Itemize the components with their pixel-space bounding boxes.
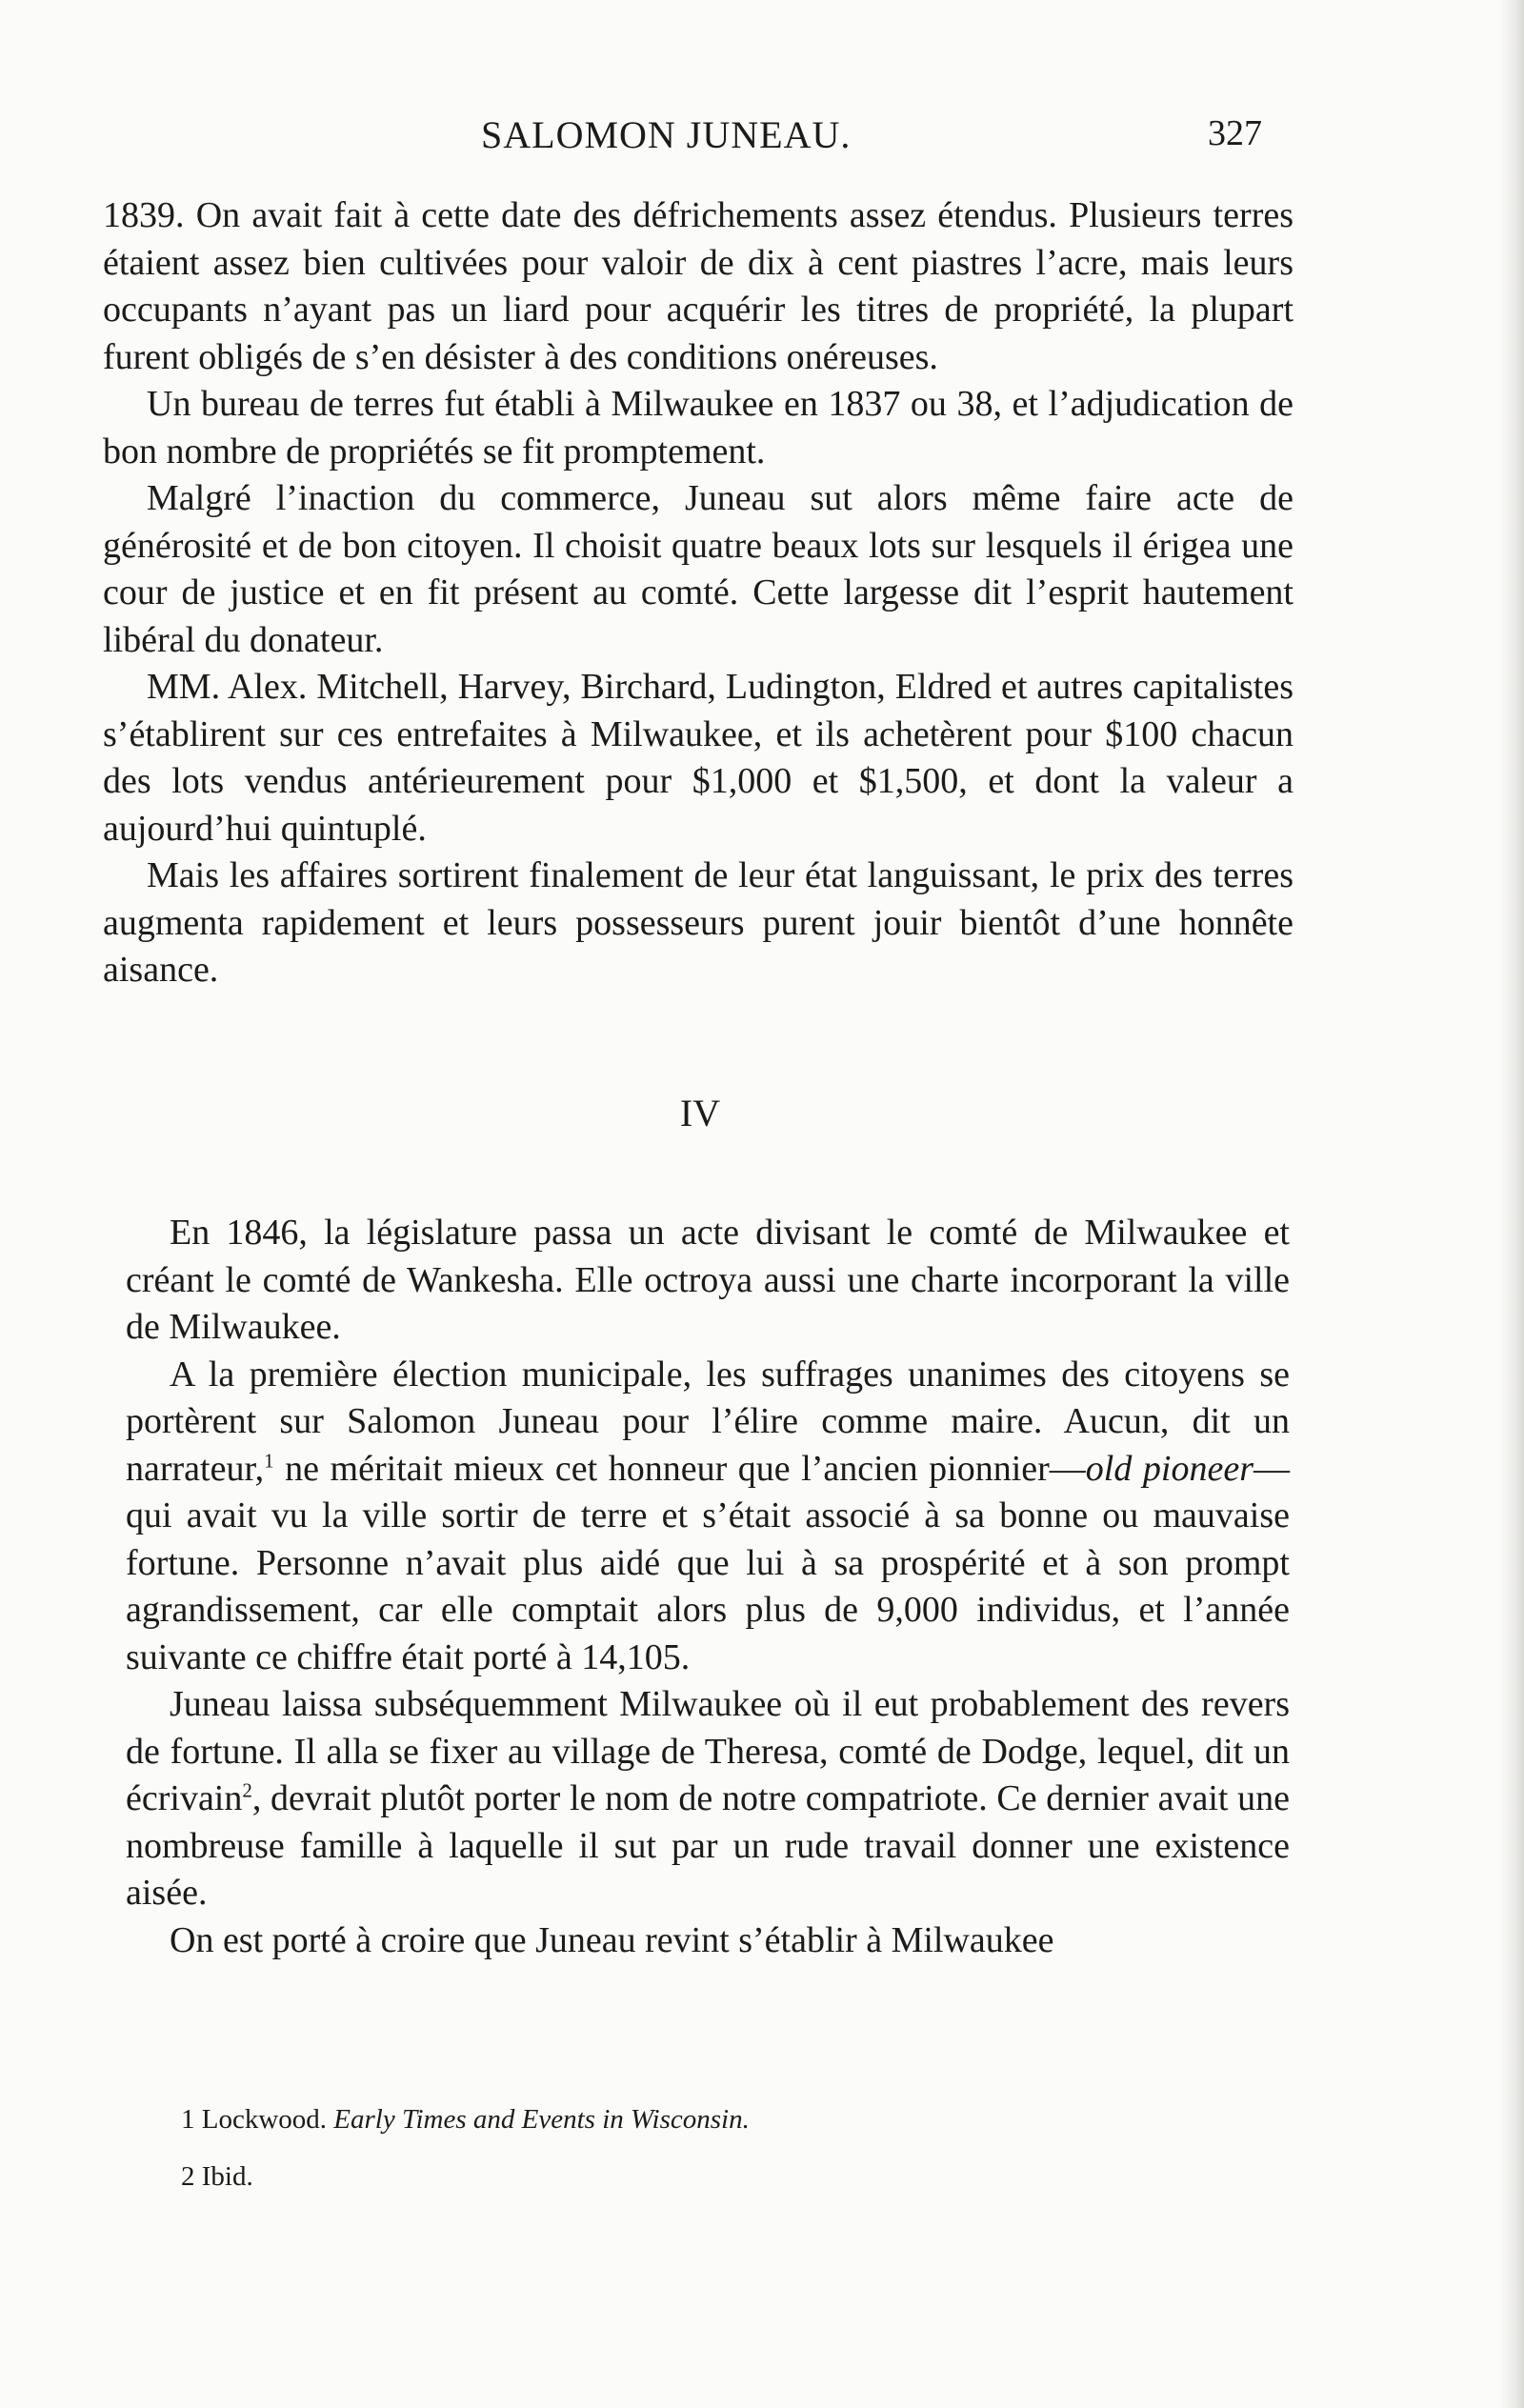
footnote-title: Early Times and Events in Wisconsin. (333, 2104, 750, 2135)
footnote-text: Ibid. (201, 2161, 253, 2192)
text-run: , devrait plutôt porter le nom de notre compatriote. Ce dernier avait une nombreuse famille à laquelle il sut par un rude travail donner une existence aisée. (126, 1778, 1290, 1913)
paragraph: Un bureau de terres fut établi à Milwaukee en 1837 ou 38, et l’adjudication de bon nombre de propriétés se fit promptement. (103, 384, 1293, 472)
footnote-number: 2 (181, 2161, 195, 2192)
section-4-text (126, 1210, 1290, 1964)
text-run: —qui avait vu la ville sortir de terre et s’était associé à sa bonne ou mauvaise fortune. Personne n’avait plus aidé que lui à sa prospérité et à son prompt agrandissement, car elle comptait alors plus de 9,000 individus, et l’année suivante ce chiffre était porté à 14,105. (126, 1448, 1290, 1677)
section-3-text (103, 192, 1293, 994)
paragraph (126, 1681, 1290, 1917)
footnote-1 (181, 2091, 1229, 2148)
paragraph: On est porté à croire que Juneau revint s’établir à Milwaukee (170, 1919, 1054, 1960)
text-run: A la première élection municipale, les suffrages unanimes des citoyens se portèrent sur Salomon Juneau pour l’élire comme maire. Aucun, dit un narrateur, (126, 1354, 1290, 1489)
paragraph: 1839. On avait fait à cette date des défrichements assez étendus. Plusieurs terres étaient assez bien cultivées pour valoir de dix à cent piastres l’acre, mais leurs occupants n’ayant pas un liard pour acquérir les titres de propriété, la plupart furent obligés de s’en désister à des conditions onéreuses. (103, 195, 1293, 377)
paragraph (126, 1352, 1290, 1682)
footnote-number: 1 (181, 2104, 195, 2135)
paragraph: MM. Alex. Mitchell, Harvey, Birchard, Ludington, Eldred et autres capitalistes s’établirent sur ces entrefaites à Milwaukee, et ils achetèrent pour $100 chacun des lots vendus antérieurement pour $1,000 et $1,500, et dont la valeur a aujourd’hui quintuplé. (103, 667, 1293, 849)
text-run: Juneau laissa subséquemment Milwaukee où il eut probablement des revers de fortune. Il alla se fixer au village de Theresa, comté de Dodge, lequel, dit un écrivain (126, 1684, 1290, 1818)
footnote-ref: 2 (242, 1778, 252, 1802)
section-heading: IV (679, 1092, 721, 1134)
footnote-2 (181, 2148, 1229, 2205)
footnotes (181, 2091, 1229, 2205)
paragraph: Mais les affaires sortirent finalement de leur état languissant, le prix des terres augmenta rapidement et leurs possesseurs purent jouir bientôt d’une honnête aisance. (103, 855, 1293, 990)
running-title: SALOMON JUNEAU. (481, 113, 852, 156)
paragraph: Malgré l’inaction du commerce, Juneau sut alors même faire acte de générosité et de bon citoyen. Il choisit quatre beaux lots sur lesquels il érigea une cour de justice et en fit présent au comté. Cette largesse dit l’esprit hautement libéral du donateur. (103, 478, 1293, 660)
paragraph: En 1846, la législature passa un acte divisant le comté de Milwaukee et créant le comté de Wankesha. Elle octroya aussi une charte incorporant la ville de Milwaukee. (126, 1213, 1290, 1347)
page-edge-shadow (1499, 0, 1524, 2408)
footnote-ref: 1 (264, 1448, 274, 1472)
italic-phrase: old pioneer (1085, 1448, 1253, 1489)
footnote-author: Lockwood. (201, 2104, 328, 2135)
page-header (481, 112, 1262, 170)
text-run: ne méritait mieux cet honneur que l’ancien pionnier— (273, 1448, 1086, 1489)
page-number: 327 (1208, 113, 1262, 153)
